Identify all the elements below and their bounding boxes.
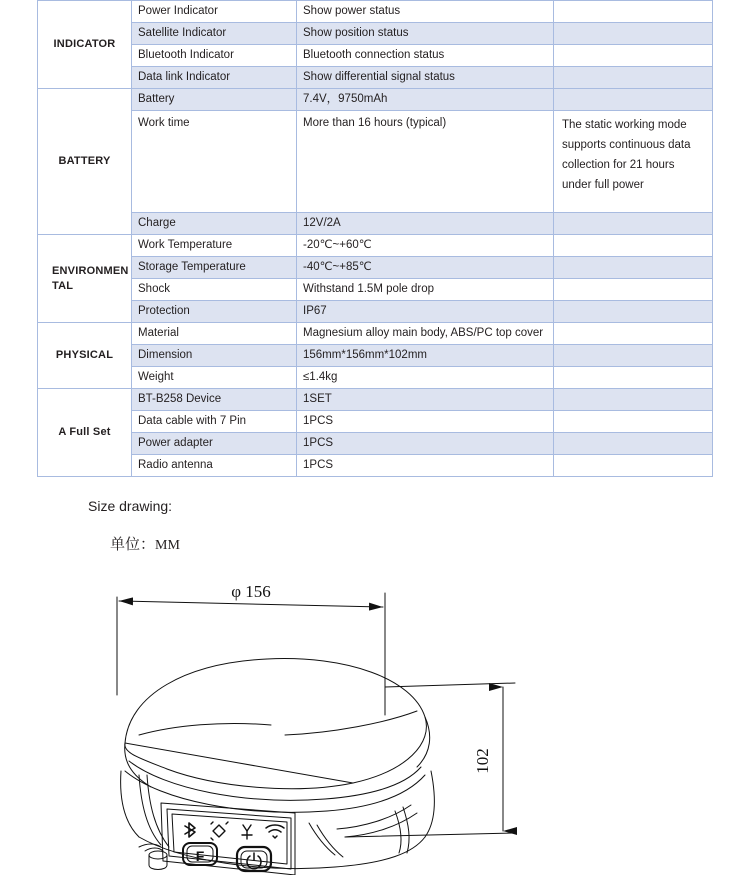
item-bluetooth-indicator: Bluetooth Indicator [132,45,297,67]
device-line-drawing [95,575,555,875]
category-indicator: INDICATOR [38,1,132,89]
note-empty [554,323,713,345]
table-row [38,367,713,389]
item-material: Material [132,323,297,345]
item-power-indicator: Power Indicator [132,1,297,23]
item-shock: Shock [132,279,297,301]
table-row [38,279,713,301]
note-empty [554,279,713,301]
note-empty [554,411,713,433]
table-row [38,389,713,411]
note-empty [554,433,713,455]
item-radio-antenna: Radio antenna [132,455,297,477]
specification-table [37,0,713,477]
unit-label-sep: ： [140,535,156,553]
bluetooth-icon [185,823,195,837]
function-button-label: F [195,848,205,864]
value-shock: Withstand 1.5M pole drop [297,279,554,301]
table-row [38,323,713,345]
note-empty [554,367,713,389]
note-empty [554,23,713,45]
value-charge: 12V/2A [297,213,554,235]
value-work-temperature: -20℃~+60℃ [297,235,554,257]
value-protection: IP67 [297,301,554,323]
note-empty [554,89,713,111]
item-power-adapter: Power adapter [132,433,297,455]
item-data-cable: Data cable with 7 Pin [132,411,297,433]
table-row [38,411,713,433]
item-battery: Battery [132,89,297,111]
unit-label-cn: 单位 [110,535,141,553]
table-row [38,235,713,257]
value-radio-antenna: 1PCS [297,455,554,477]
dimension-height-label: 102 [473,748,492,774]
unit-label [110,533,180,554]
table-row [38,301,713,323]
category-battery: BATTERY [38,89,132,235]
note-empty [554,1,713,23]
table-row [38,45,713,67]
table-row [38,23,713,45]
value-data-cable: 1PCS [297,411,554,433]
category-environmental: ENVIRONMEN TAL [38,235,132,323]
item-dimension: Dimension [132,345,297,367]
note-empty [554,235,713,257]
table-row [38,213,713,235]
size-drawing-title: Size drawing: [88,498,173,514]
item-storage-temperature: Storage Temperature [132,257,297,279]
value-datalink-indicator: Show differential signal status [297,67,554,89]
item-charge: Charge [132,213,297,235]
category-physical: PHYSICAL [38,323,132,389]
item-device: BT-B258 Device [132,389,297,411]
note-empty [554,345,713,367]
note-empty [554,257,713,279]
value-power-adapter: 1PCS [297,433,554,455]
wifi-icon [266,825,284,838]
item-work-temperature: Work Temperature [132,235,297,257]
unit-label-mm: MM [155,538,180,553]
table-row [38,1,713,23]
table-row [38,433,713,455]
value-satellite-indicator: Show position status [297,23,554,45]
note-empty [554,213,713,235]
table-row [38,345,713,367]
table-row [38,89,713,111]
table-row [38,67,713,89]
value-weight: ≤1.4kg [297,367,554,389]
value-work-time: More than 16 hours (typical) [297,111,554,213]
value-device: 1SET [297,389,554,411]
table-row [38,257,713,279]
note-empty [554,455,713,477]
item-datalink-indicator: Data link Indicator [132,67,297,89]
item-weight: Weight [132,367,297,389]
note-empty [554,301,713,323]
dimension-diameter-label: φ 156 [231,582,271,601]
item-protection: Protection [132,301,297,323]
table-row [38,455,713,477]
value-battery: 7.4V，9750mAh [297,89,554,111]
value-bluetooth-indicator: Bluetooth connection status [297,45,554,67]
note-empty [554,67,713,89]
note-work-time: The static working mode supports continuous data collection for 21 hours under full power [554,111,713,213]
table-row [38,111,713,213]
value-storage-temperature: -40℃~+85℃ [297,257,554,279]
value-dimension: 156mm*156mm*102mm [297,345,554,367]
value-power-indicator: Show power status [297,1,554,23]
item-satellite-indicator: Satellite Indicator [132,23,297,45]
radio-icon [242,825,252,839]
value-material: Magnesium alloy main body, ABS/PC top cover [297,323,554,345]
satellite-icon [211,822,228,840]
item-work-time: Work time [132,111,297,213]
note-empty [554,389,713,411]
category-full-set: A Full Set [38,389,132,477]
note-empty [554,45,713,67]
